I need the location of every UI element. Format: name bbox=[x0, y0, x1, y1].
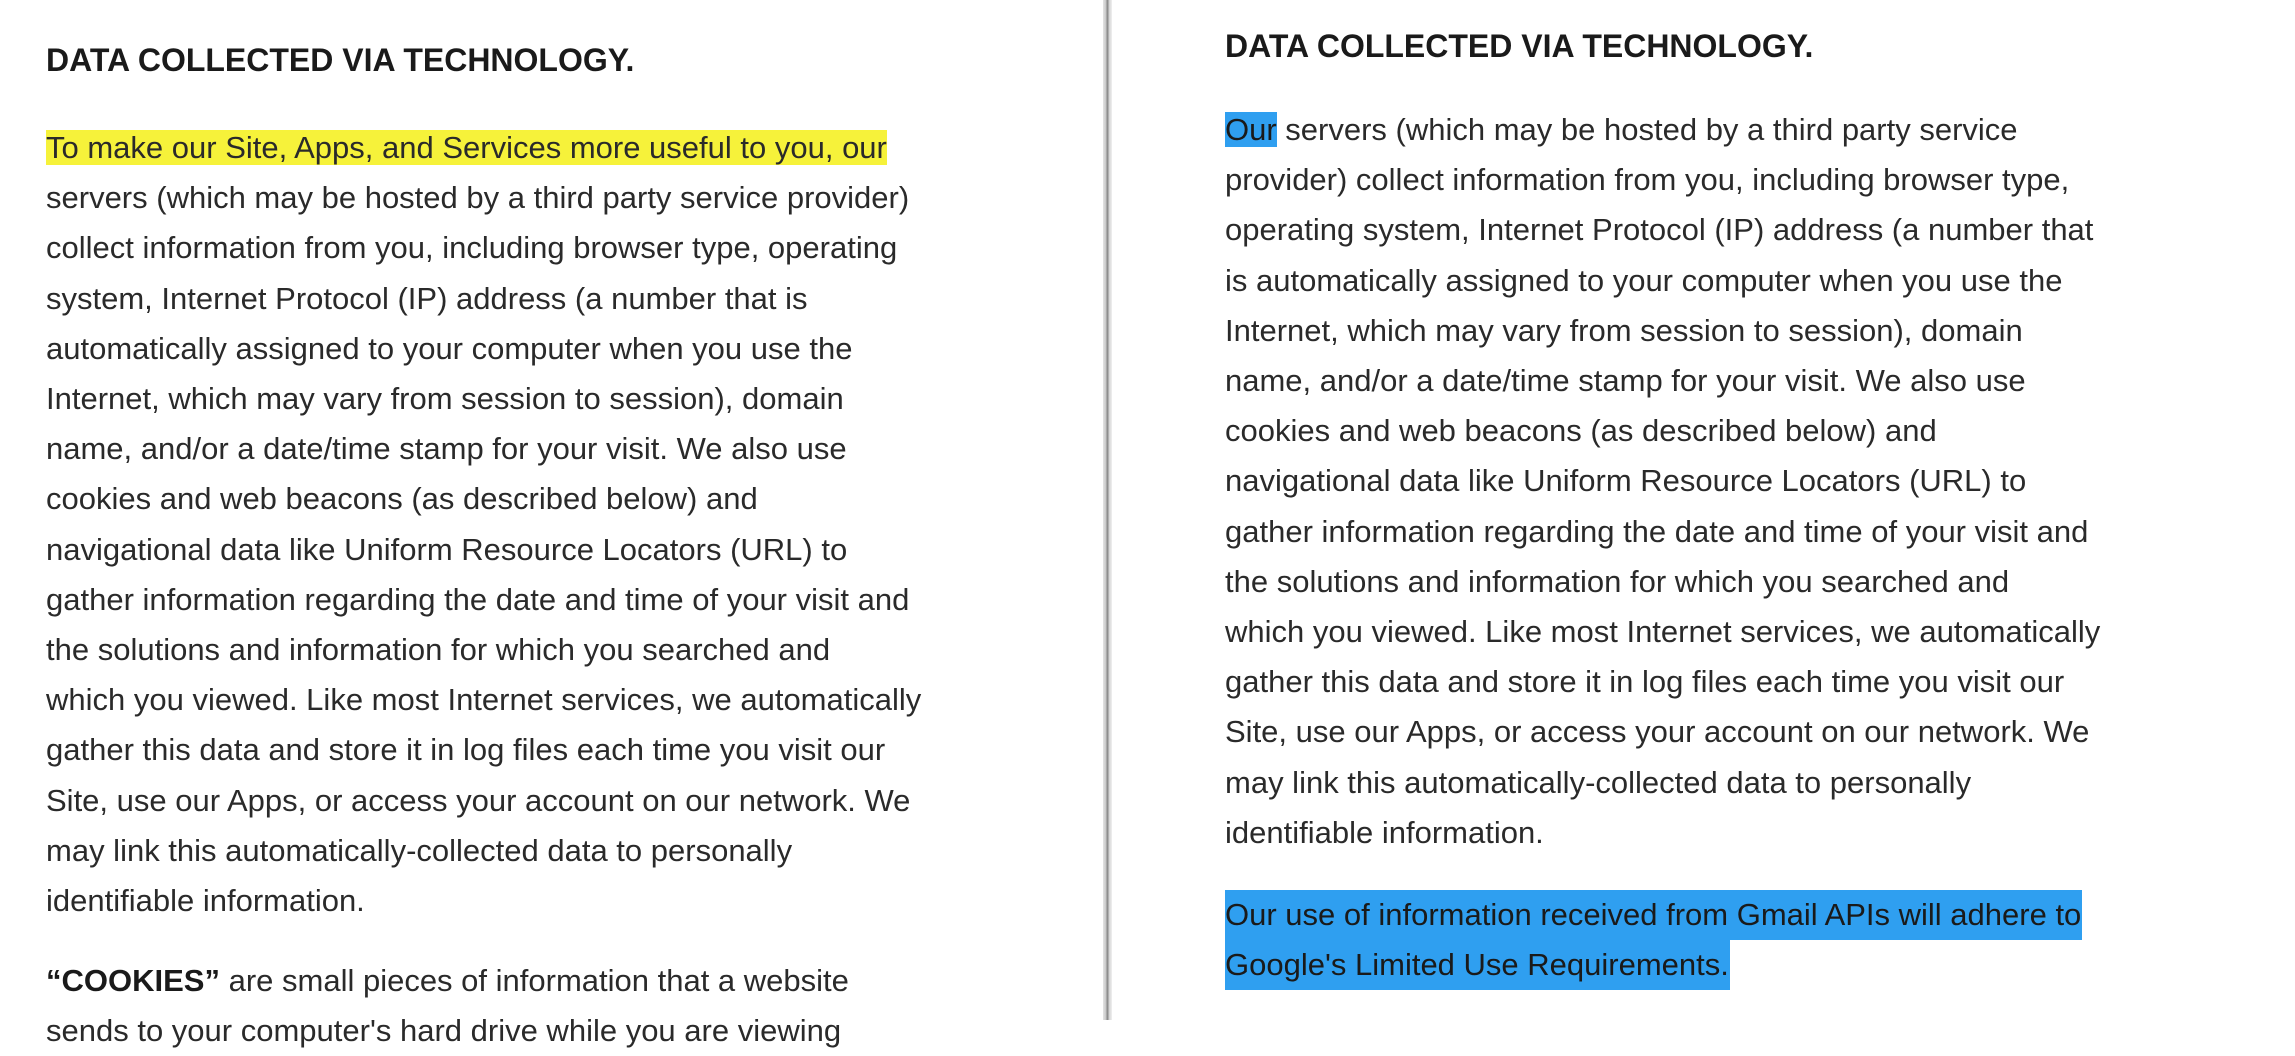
right-para1-line-0 bbox=[1225, 105, 2295, 155]
left-para1-line-3: system, Internet Protocol (IP) address (a number that is bbox=[46, 280, 808, 316]
left-para1-line-2: collect information from you, including browser type, operating bbox=[46, 230, 898, 266]
left-section-heading: DATA COLLECTED VIA TECHNOLOGY. bbox=[46, 42, 635, 78]
cookies-term: “COOKIES” bbox=[46, 963, 220, 998]
yellow-highlight[interactable]: To make our Site, Apps, and Services more useful to you, our bbox=[46, 130, 887, 165]
right-para1-line-3: is automatically assigned to your computer when you use the bbox=[1225, 262, 2063, 298]
pane-divider[interactable] bbox=[1103, 0, 1112, 1020]
left-para1-line-9: gather information regarding the date and time of your visit and bbox=[46, 581, 910, 617]
blue-selection-gmail-line-1[interactable]: Our use of information received from Gmail APIs will adhere to bbox=[1225, 890, 2082, 940]
right-para1-line-1: provider) collect information from you, including browser type, bbox=[1225, 162, 2070, 198]
right-para1-line-14: identifiable information. bbox=[1225, 814, 1544, 850]
blue-selection-gmail-line-2[interactable]: Google's Limited Use Requirements. bbox=[1225, 940, 1730, 990]
left-para2-line-0 bbox=[46, 956, 1056, 1006]
left-para1-line-5: Internet, which may vary from session to session), domain bbox=[46, 381, 844, 417]
left-para1-line-10: the solutions and information for which you searched and bbox=[46, 632, 831, 668]
left-para1-line-1: servers (which may be hosted by a third party service provider) bbox=[46, 180, 910, 216]
left-para1-line-4: automatically assigned to your computer when you use the bbox=[46, 330, 853, 366]
left-para1-line-6: name, and/or a date/time stamp for your visit. We also use bbox=[46, 431, 847, 467]
right-para1-line-8: gather information regarding the date and time of your visit and bbox=[1225, 513, 2089, 549]
cookies-definition: are small pieces of information that a website bbox=[219, 963, 849, 998]
right-section-heading: DATA COLLECTED VIA TECHNOLOGY. bbox=[1225, 28, 1814, 64]
right-document-pane[interactable] bbox=[1112, 0, 2250, 1020]
right-para2-line-0 bbox=[1225, 890, 2295, 940]
right-para2-line-1 bbox=[1225, 940, 2295, 990]
left-para1-line-13: Site, use our Apps, or access your account on our network. We bbox=[46, 782, 911, 818]
right-para1-line-12: Site, use our Apps, or access your account on our network. We bbox=[1225, 714, 2090, 750]
right-para1-line-0-rest: servers (which may be hosted by a third party service bbox=[1276, 112, 2018, 147]
left-document-pane[interactable] bbox=[0, 0, 1103, 1049]
right-para1-line-5: name, and/or a date/time stamp for your visit. We also use bbox=[1225, 363, 2026, 399]
left-para1-line-14: may link this automatically-collected data to personally bbox=[46, 832, 793, 868]
right-paragraph-data-collected bbox=[1225, 105, 2295, 858]
right-para1-line-6: cookies and web beacons (as described below) and bbox=[1225, 413, 1937, 449]
blue-selection-highlight[interactable]: Our bbox=[1225, 112, 1277, 147]
left-para1-line-8: navigational data like Uniform Resource Locators (URL) to bbox=[46, 531, 848, 567]
right-para1-line-11: gather this data and store it in log files each time you visit our bbox=[1225, 664, 2065, 700]
left-para1-line-15: identifiable information. bbox=[46, 883, 365, 919]
left-para1-line-7: cookies and web beacons (as described below) and bbox=[46, 481, 758, 517]
right-para1-line-2: operating system, Internet Protocol (IP) address (a number that bbox=[1225, 212, 2094, 248]
left-para1-line-0 bbox=[46, 123, 1056, 173]
right-para1-line-7: navigational data like Uniform Resource Locators (URL) to bbox=[1225, 463, 2027, 499]
left-paragraph-data-collected bbox=[46, 123, 1056, 926]
right-para1-line-13: may link this automatically-collected data to personally bbox=[1225, 764, 1972, 800]
left-para1-line-12: gather this data and store it in log files each time you visit our bbox=[46, 732, 886, 768]
left-para2-line-1: sends to your computer's hard drive while you are viewing bbox=[46, 1013, 842, 1049]
right-paragraph-gmail-api bbox=[1225, 890, 2295, 990]
left-paragraph-cookies bbox=[46, 956, 1056, 1056]
right-para1-line-9: the solutions and information for which you searched and bbox=[1225, 563, 2010, 599]
right-para1-line-10: which you viewed. Like most Internet services, we automatically bbox=[1225, 614, 2101, 650]
left-para1-line-11: which you viewed. Like most Internet services, we automatically bbox=[46, 682, 922, 718]
right-para1-line-4: Internet, which may vary from session to session), domain bbox=[1225, 312, 2023, 348]
